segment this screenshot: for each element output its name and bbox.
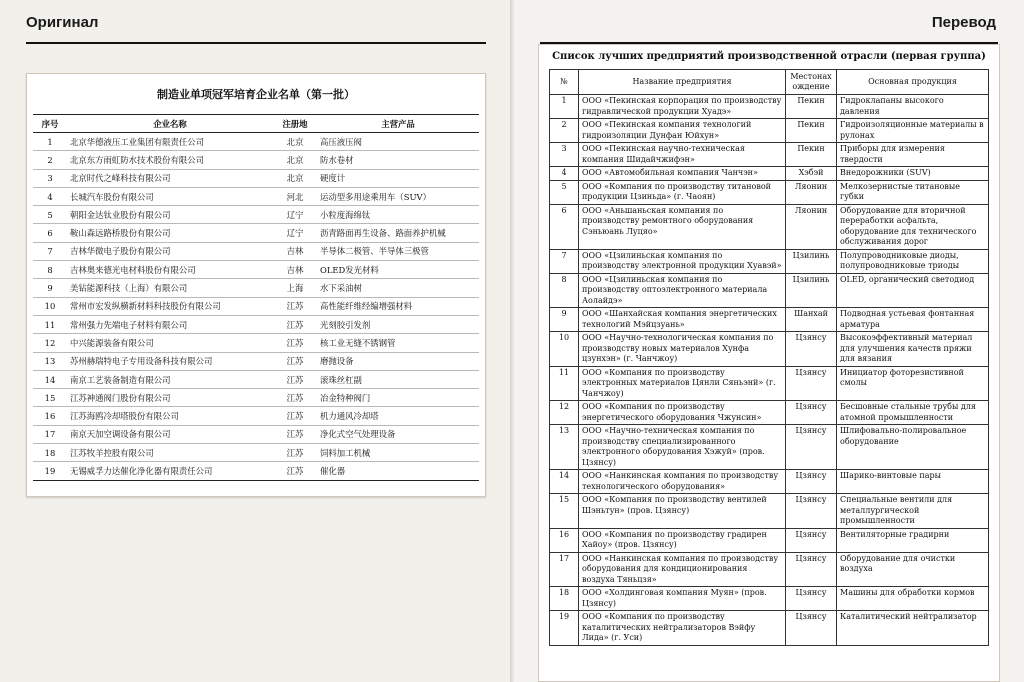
original-cell-product: 防水卷材 <box>317 151 479 169</box>
translation-table-row <box>550 119 989 143</box>
translation-cell-location: Цзянсу <box>786 401 837 425</box>
translation-table-row <box>550 143 989 167</box>
original-cell-number: 8 <box>33 261 67 279</box>
translation-cell-product: OLED, органический светодиод <box>837 273 989 308</box>
translation-cell-number: 11 <box>550 366 579 401</box>
translation-table-row <box>550 552 989 587</box>
original-table-header <box>33 115 479 133</box>
translation-cell-location: Пекин <box>786 143 837 167</box>
translation-table-row <box>550 587 989 611</box>
translation-cell-location: Хэбэй <box>786 167 837 181</box>
original-cell-location: 上海 <box>273 279 317 297</box>
original-cell-location: 江苏 <box>273 334 317 352</box>
original-table-row <box>33 352 479 370</box>
original-cell-location: 辽宁 <box>273 224 317 242</box>
translation-cell-location: Пекин <box>786 95 837 119</box>
translation-col-number: № <box>550 70 579 95</box>
translation-cell-number: 1 <box>550 95 579 119</box>
original-cell-company: 长城汽车股份有限公司 <box>67 187 273 205</box>
original-cell-company: 美钻能源科技（上海）有限公司 <box>67 279 273 297</box>
original-cell-number: 7 <box>33 242 67 260</box>
translation-cell-product: Оборудование для очистки воздуха <box>837 552 989 587</box>
original-cell-location: 江苏 <box>273 407 317 425</box>
original-cell-company: 鞍山森远路桥股份有限公司 <box>67 224 273 242</box>
translation-cell-location: Ляонин <box>786 204 837 249</box>
translation-col-location: Местонах ождение <box>786 70 837 95</box>
translation-cell-company: ООО «Шанхайская компания энергетических технологий Мэйцзуань» <box>579 308 786 332</box>
original-cell-company: 中兴能源装备有限公司 <box>67 334 273 352</box>
translation-cell-product: Специальные вентили для металлургической промышленности <box>837 494 989 529</box>
original-table-row <box>33 462 479 480</box>
translation-cell-product: Гидроизоляционные материалы в рулонах <box>837 119 989 143</box>
translation-cell-number: 2 <box>550 119 579 143</box>
original-table-row <box>33 151 479 169</box>
original-cell-product: 核工业无缝不锈钢管 <box>317 334 479 352</box>
original-cell-number: 18 <box>33 444 67 462</box>
translation-cell-product: Полупроводниковые диоды, полупроводниковые триоды <box>837 249 989 273</box>
translation-cell-location: Пекин <box>786 119 837 143</box>
translation-cell-number: 19 <box>550 611 579 646</box>
original-cell-number: 19 <box>33 462 67 480</box>
original-cell-company: 朝阳金达钛业股份有限公司 <box>67 206 273 224</box>
original-cell-location: 江苏 <box>273 370 317 388</box>
translation-cell-number: 7 <box>550 249 579 273</box>
original-table-row <box>33 224 479 242</box>
translation-table-row <box>550 611 989 646</box>
translation-cell-company: ООО «Компания по производству энергетического оборудования Чжунсин» <box>579 401 786 425</box>
translation-cell-location: Шанхай <box>786 308 837 332</box>
original-col-product: 主营产品 <box>317 115 479 133</box>
translation-table-row <box>550 308 989 332</box>
translation-cell-company: ООО «Холдинговая компания Муян» (пров. Цзянсу) <box>579 587 786 611</box>
translation-cell-location: Ляонин <box>786 180 837 204</box>
original-cell-number: 14 <box>33 370 67 388</box>
translation-cell-number: 15 <box>550 494 579 529</box>
original-table-row <box>33 261 479 279</box>
translation-table-row <box>550 167 989 181</box>
original-cell-company: 吉林奥来德光电材料股份有限公司 <box>67 261 273 279</box>
translation-cell-product: Внедорожники (SUV) <box>837 167 989 181</box>
original-cell-product: 运动型多用途乘用车（SUV） <box>317 187 479 205</box>
translation-cell-location: Цзянсу <box>786 611 837 646</box>
translation-cell-product: Каталитический нейтрализатор <box>837 611 989 646</box>
original-cell-number: 2 <box>33 151 67 169</box>
translation-cell-company: ООО «Компания по производству градирен Хайоу» (пров. Цзянсу) <box>579 528 786 552</box>
translation-cell-company: ООО «Компания по производству каталитических нейтрализаторов Вэйфу Лида» (г. Уси) <box>579 611 786 646</box>
translation-cell-number: 4 <box>550 167 579 181</box>
translation-cell-location: Цзянсу <box>786 494 837 529</box>
original-cell-company: 江苏神通阀门股份有限公司 <box>67 389 273 407</box>
original-cell-number: 13 <box>33 352 67 370</box>
original-cell-location: 吉林 <box>273 242 317 260</box>
original-col-number: 序号 <box>33 115 67 133</box>
translation-cell-company: ООО «Пекинская компания технологий гидроизоляции Дунфан Юйхун» <box>579 119 786 143</box>
translation-cell-number: 10 <box>550 332 579 367</box>
original-cell-company: 苏州赫瑞特电子专用设备科技有限公司 <box>67 352 273 370</box>
translation-cell-location: Цзянсу <box>786 470 837 494</box>
translation-title: Список лучших предприятий производственной отрасли (первая группа) <box>552 51 986 62</box>
translation-table-row <box>550 425 989 470</box>
translation-cell-company: ООО «Пекинская корпорация по производству гидравлической продукции Хуадэ» <box>579 95 786 119</box>
original-cell-location: 江苏 <box>273 462 317 480</box>
original-table <box>33 114 479 481</box>
original-cell-company: 常州强力先端电子材料有限公司 <box>67 315 273 333</box>
original-cell-location: 河北 <box>273 187 317 205</box>
original-table-row <box>33 407 479 425</box>
original-cell-company: 北京华德液压工业集团有限责任公司 <box>67 133 273 151</box>
original-table-row <box>33 370 479 388</box>
translation-cell-number: 12 <box>550 401 579 425</box>
original-col-location: 注册地 <box>273 115 317 133</box>
translation-cell-number: 16 <box>550 528 579 552</box>
translation-cell-location: Цзянсу <box>786 366 837 401</box>
translation-table <box>549 69 989 646</box>
original-table-row <box>33 315 479 333</box>
translation-table-header <box>550 70 989 95</box>
original-cell-number: 1 <box>33 133 67 151</box>
translation-table-row <box>550 494 989 529</box>
original-cell-company: 江苏海鸥冷却塔股份有限公司 <box>67 407 273 425</box>
original-table-row <box>33 133 479 151</box>
translation-cell-company: ООО «Научно-техническая компания по производству специализированного электронного оборудования Хэжуй» (пров. Цзянсу) <box>579 425 786 470</box>
translation-cell-company: ООО «Компания по производству электронных материалов Цянли Сяньэнй» (г. Чанчжоу) <box>579 366 786 401</box>
original-cell-company: 吉林华微电子股份有限公司 <box>67 242 273 260</box>
original-cell-number: 6 <box>33 224 67 242</box>
original-cell-product: 催化器 <box>317 462 479 480</box>
translation-cell-product: Машины для обработки кормов <box>837 587 989 611</box>
translation-cell-number: 8 <box>550 273 579 308</box>
original-cell-location: 北京 <box>273 133 317 151</box>
original-cell-number: 12 <box>33 334 67 352</box>
translation-col-product: Основная продукция <box>837 70 989 95</box>
translation-cell-company: ООО «Цзилиньская компания по производству оптоэлектронного материала Аолайдэ» <box>579 273 786 308</box>
original-cell-number: 15 <box>33 389 67 407</box>
original-cell-product: 半导体二极管、半导体三极管 <box>317 242 479 260</box>
translation-table-row <box>550 249 989 273</box>
original-document <box>26 73 486 497</box>
page-divider <box>510 0 516 682</box>
translation-cell-number: 18 <box>550 587 579 611</box>
original-cell-company: 常州市宏发纵横新材料科技股份有限公司 <box>67 297 273 315</box>
original-title: 制造业单项冠军培育企业名单（第一批） <box>157 88 355 101</box>
translation-table-row <box>550 528 989 552</box>
translation-header: Перевод <box>931 14 996 31</box>
translation-cell-location: Цзянсу <box>786 332 837 367</box>
original-cell-product: 硬度计 <box>317 169 479 187</box>
translation-cell-product: Инициатор фоторезистивной смолы <box>837 366 989 401</box>
original-cell-number: 9 <box>33 279 67 297</box>
translation-table-row <box>550 95 989 119</box>
original-table-row <box>33 334 479 352</box>
original-cell-location: 江苏 <box>273 297 317 315</box>
translation-cell-company: ООО «Научно-технологическая компания по производству новых материалов Хунфа цзунхэн» (г. Чанчжоу) <box>579 332 786 367</box>
original-cell-company: 北京东方雨虹防水技术股份有限公司 <box>67 151 273 169</box>
original-table-row <box>33 206 479 224</box>
original-cell-location: 北京 <box>273 151 317 169</box>
translation-cell-product: Приборы для измерения твердости <box>837 143 989 167</box>
original-cell-location: 辽宁 <box>273 206 317 224</box>
translation-table-row <box>550 366 989 401</box>
translation-cell-company: ООО «Автомобильная компания Чанчэн» <box>579 167 786 181</box>
translation-cell-company: ООО «Цзилиньская компания по производству электронной продукции Хуавэй» <box>579 249 786 273</box>
translation-cell-product: Шлифовально-полировальное оборудование <box>837 425 989 470</box>
translation-cell-number: 5 <box>550 180 579 204</box>
translation-cell-company: ООО «Компания по производству титановой продукции Цзиньда» (г. Чаоян) <box>579 180 786 204</box>
original-cell-location: 江苏 <box>273 315 317 333</box>
translation-table-row <box>550 273 989 308</box>
translation-cell-location: Цзилинь <box>786 273 837 308</box>
translation-cell-product: Шарико-винтовые пары <box>837 470 989 494</box>
original-table-row <box>33 425 479 443</box>
original-table-row <box>33 444 479 462</box>
translation-table-body <box>550 95 989 646</box>
original-header-rule <box>26 42 486 44</box>
original-cell-company: 南京工艺装备制造有限公司 <box>67 370 273 388</box>
original-table-row <box>33 169 479 187</box>
original-cell-number: 10 <box>33 297 67 315</box>
translation-cell-company: ООО «Нанкинская компания по производству оборудования для кондиционирования воздуха Тяньцзя» <box>579 552 786 587</box>
translation-cell-product: Оборудование для вторичной переработки асфальта, оборудование для технического обслуживания дорог <box>837 204 989 249</box>
original-cell-location: 吉林 <box>273 261 317 279</box>
translation-cell-location: Цзянсу <box>786 552 837 587</box>
original-cell-number: 11 <box>33 315 67 333</box>
original-table-row <box>33 279 479 297</box>
translation-cell-product: Гидроклапаны высокого давления <box>837 95 989 119</box>
original-cell-product: 饲料加工机械 <box>317 444 479 462</box>
translation-table-row <box>550 180 989 204</box>
translation-cell-number: 3 <box>550 143 579 167</box>
translation-cell-number: 14 <box>550 470 579 494</box>
translation-cell-location: Цзянсу <box>786 528 837 552</box>
original-cell-product: 光刻胶引发剂 <box>317 315 479 333</box>
translation-cell-company: ООО «Пекинская научно-техническая компания Шидайчжифэн» <box>579 143 786 167</box>
translation-col-company: Название предприятия <box>579 70 786 95</box>
original-cell-product: 小粒度海绵钛 <box>317 206 479 224</box>
original-cell-location: 北京 <box>273 169 317 187</box>
original-col-company: 企业名称 <box>67 115 273 133</box>
translation-cell-number: 9 <box>550 308 579 332</box>
original-table-row <box>33 389 479 407</box>
original-table-row <box>33 242 479 260</box>
translation-table-row <box>550 332 989 367</box>
original-cell-number: 5 <box>33 206 67 224</box>
original-table-body <box>33 133 479 481</box>
translation-cell-product: Мелкозернистые титановые губки <box>837 180 989 204</box>
original-cell-location: 江苏 <box>273 352 317 370</box>
original-cell-location: 江苏 <box>273 389 317 407</box>
translation-cell-location: Цзилинь <box>786 249 837 273</box>
original-table-row <box>33 187 479 205</box>
original-cell-location: 江苏 <box>273 444 317 462</box>
original-cell-product: 高压液压阀 <box>317 133 479 151</box>
translation-cell-product: Вентиляторные градирни <box>837 528 989 552</box>
original-cell-product: 沥青路面再生设备、路面养护机械 <box>317 224 479 242</box>
translation-cell-number: 6 <box>550 204 579 249</box>
translation-cell-product: Бесшовные стальные трубы для атомной промышленности <box>837 401 989 425</box>
original-cell-company: 江苏牧羊控股有限公司 <box>67 444 273 462</box>
translation-cell-location: Цзянсу <box>786 587 837 611</box>
translation-document <box>538 44 1000 682</box>
translation-table-row <box>550 470 989 494</box>
translation-table-row <box>550 401 989 425</box>
translation-cell-company: ООО «Аньшаньская компания по производству ремонтного оборудования Сэньюань Луцяо» <box>579 204 786 249</box>
original-cell-product: 净化式空气处理设备 <box>317 425 479 443</box>
original-cell-number: 4 <box>33 187 67 205</box>
translation-table-row <box>550 204 989 249</box>
original-cell-product: 机力通风冷却塔 <box>317 407 479 425</box>
original-cell-product: 冶金特种阀门 <box>317 389 479 407</box>
original-cell-number: 17 <box>33 425 67 443</box>
original-cell-product: 高性能纤维经编增强材料 <box>317 297 479 315</box>
original-cell-number: 16 <box>33 407 67 425</box>
original-cell-product: 滚珠丝杠副 <box>317 370 479 388</box>
translation-cell-company: ООО «Нанкинская компания по производству технологического оборудования» <box>579 470 786 494</box>
original-cell-product: 水下采油树 <box>317 279 479 297</box>
original-cell-location: 江苏 <box>273 425 317 443</box>
original-cell-product: 磨抛设备 <box>317 352 479 370</box>
original-cell-product: OLED发光材料 <box>317 261 479 279</box>
original-table-row <box>33 297 479 315</box>
original-cell-number: 3 <box>33 169 67 187</box>
original-cell-company: 北京时代之峰科技有限公司 <box>67 169 273 187</box>
translation-cell-product: Подводная устьевая фонтанная арматура <box>837 308 989 332</box>
translation-cell-company: ООО «Компания по производству вентилей Шэньтун» (пров. Цзянсу) <box>579 494 786 529</box>
translation-cell-number: 13 <box>550 425 579 470</box>
translation-cell-product: Высокоэффективный материал для улучшения качеств пряжи для вязания <box>837 332 989 367</box>
original-header: Оригинал <box>26 14 99 31</box>
translation-cell-number: 17 <box>550 552 579 587</box>
original-cell-company: 南京天加空调设备有限公司 <box>67 425 273 443</box>
translation-cell-location: Цзянсу <box>786 425 837 470</box>
original-cell-company: 无锡威孚力达催化净化器有限责任公司 <box>67 462 273 480</box>
